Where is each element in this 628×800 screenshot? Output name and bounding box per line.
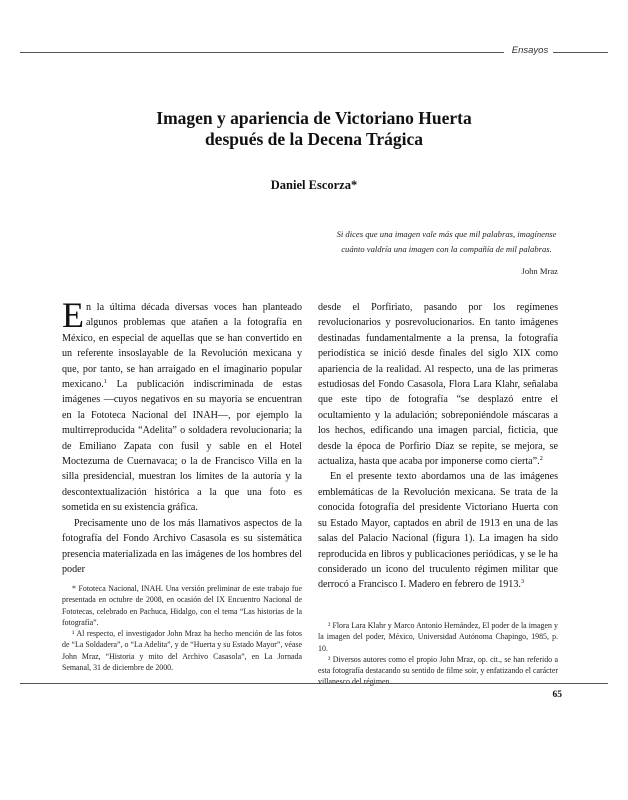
footnote-marker[interactable]: 2 [539, 455, 543, 463]
epigraph-text: Si dices que una imagen vale más que mil palabras, imagínense cuánto valdría una imagen con la compañía de mil palabras. [336, 229, 557, 254]
paragraph [62, 295, 302, 516]
footer-rule [20, 683, 608, 684]
footnote: ³ Diversos autores como el propio John Mraz, op. cit., se han referido a esta fotografía destacando su sentido de filme soir, y enfatizando el carácter villanesco del régimen [318, 654, 558, 687]
paragraph-text: La publicación indiscriminada de estas imágenes —cuyos negativos en su mayoría se encuentran en la Fototeca Nacional del INAH—, por ejemplo la multirreproducida “Adelita” o soldadera revolucionaria; la de Emiliano Zapata con fusil y sable en el Hotel Moctezuma de Cuernavaca; o la de Francisco Villa en la silla presidencial, muestran los límites de la autoría y la descontextualización histórica a la que una foto es sometida en su existencia gráfica. [62, 379, 302, 514]
footnote-marker[interactable]: 1 [103, 378, 108, 386]
footnote: ¹ Al respecto, el investigador John Mraz ha hecho mención de las fotos de “La Soldadera”, o “La Adelita”, y de “Huerta y su Estado Mayor”, véase John Mraz, “Historia y mito del Archivo Casasola”, en La Jornada Semanal, 31 de diciembre de 2000. [62, 629, 302, 673]
paragraph [318, 469, 558, 592]
section-label: Ensayos [511, 45, 549, 56]
body-column-left [62, 295, 302, 577]
body-column-right [318, 300, 558, 593]
footnote-marker[interactable]: 3 [520, 578, 525, 586]
article-author: Daniel Escorza* [270, 178, 358, 192]
page-number: 65 [552, 690, 562, 700]
footnote: ² Flora Lara Klahr y Marco Antonio Hernández, El poder de la imagen y la imagen del poder, México, Universidad Autónoma Chapingo, 1985, p. 10. [318, 621, 558, 653]
footnotes-right [318, 620, 558, 688]
title-line-2: después de la Decena Trágica [204, 129, 424, 149]
drop-cap: E [62, 295, 84, 335]
paragraph-text: En el presente texto abordamos una de las imágenes emblemáticas de la Revolución mexicana. Se trata de la conocida fotografía del presidente Victoriano Huerta con su Estado Mayor, captados en abril de 1913 en una de las salas del Palacio Nacional (figura 1). La imagen ha sido reproducida en libros y publicaciones periódicas, y se le ha considerado un icono del truculento régimen militar que derrocó a Francisco I. Madero en febrero de 1913. [318, 471, 558, 591]
footnotes-left [62, 583, 302, 673]
epigraph-author: John Mraz [521, 266, 558, 276]
footnote: * Fototeca Nacional, INAH. Una versión preliminar de este trabajo fue presentada en octubre de 2008, en ocasión del IX Encuentro Nacional de Fototecas, celebrado en Pachuca, Hidalgo, con el tema “Las historias de la fotografía”. [62, 584, 302, 627]
header-rule [20, 52, 504, 53]
paragraph [318, 300, 558, 469]
header-rule-right [553, 52, 608, 53]
paragraph: Precisamente uno de los más llamativos aspectos de la fotografía del Fondo Archivo Casasola es su sistemática presencia materializada en las imágenes de los hombres del poder [62, 517, 302, 575]
title-line-1: Imagen y apariencia de Victoriano Huerta [156, 108, 472, 128]
paragraph-text: n la última década diversas voces han planteado algunos problemas que atañen a la fotografía en México, en especial de aquellas que se han convertido en un referente insoslayable de la Revolución mexicana y que, por tanto, se han arraigado en el imaginario popular mexicano. [62, 302, 302, 391]
paragraph-text: desde el Porfiriato, pasando por los regímenes revolucionarios y posrevolucionarios. En tanto imágenes destinadas fundamentalmente a la prensa, la fotografía periodística se inició desde finales del siglo XIX como apariencia de la realidad. Al respecto, una de las primeras estudiosas del Fondo Casasola, Flora Lara Klahr, señalaba que este tipo de fotografía “se desplazó entre el ocultamiento y la adulación; sobreponiéndole máscaras a los hechos, edificando una imagen parcial, ficticia, que desde la época de Porfirio Díaz se repite, se mejora, se actualiza, hasta que acaba por imponerse como cierta”. [318, 302, 558, 468]
article-title [60, 108, 568, 150]
